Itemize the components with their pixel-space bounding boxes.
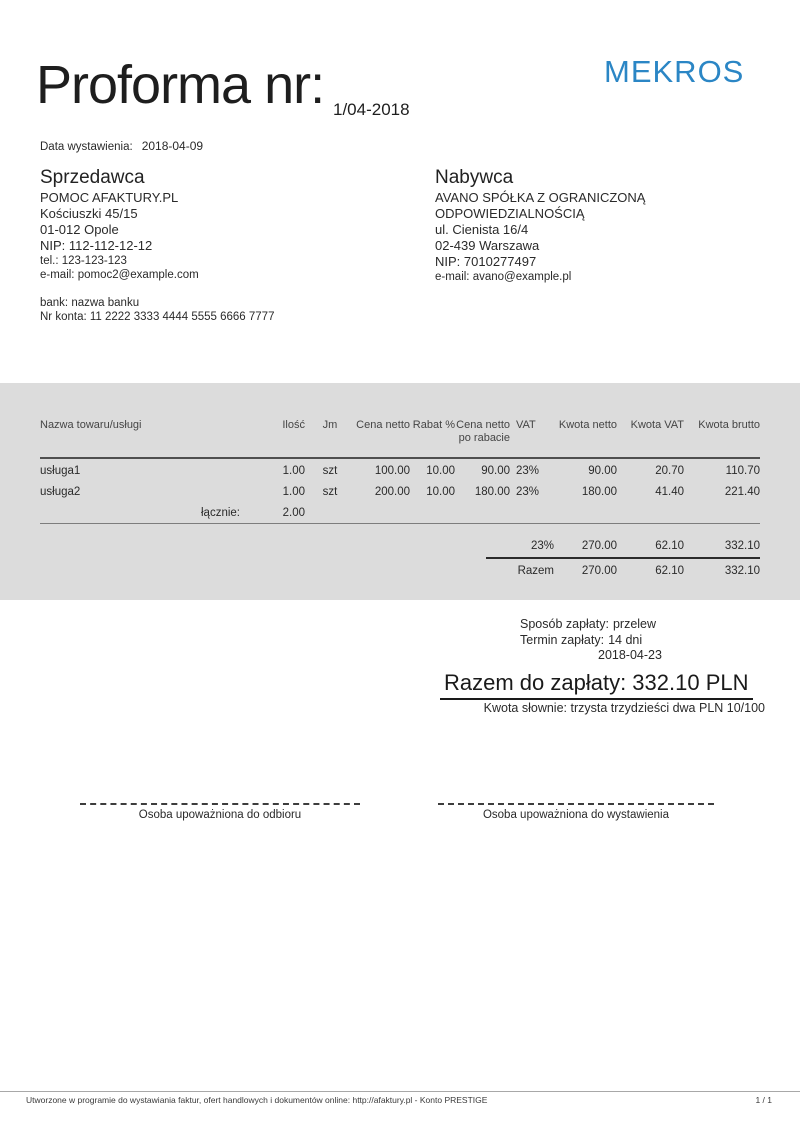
seller-heading: Sprzedawca — [40, 167, 145, 188]
seller-block — [40, 168, 435, 324]
item-unit: szt — [322, 485, 338, 498]
issue-date-value: 2018-04-09 — [141, 139, 204, 153]
parties-section — [40, 168, 760, 324]
seller-phone: tel.: 123-123-123 — [40, 255, 127, 267]
item-price-after: 180.00 — [474, 485, 510, 498]
header-discount: Rabat % — [412, 419, 455, 431]
page-footer — [0, 1091, 800, 1105]
payment-method-label: Sposób zapłaty: — [520, 617, 609, 631]
header-net-price-after-line1: Cena netto — [456, 419, 510, 431]
seller-name: POMOC AFAKTURY.PL — [40, 190, 179, 205]
item-net-price: 100.00 — [374, 464, 410, 477]
item-unit: szt — [322, 464, 338, 477]
company-logo: MEKROS — [604, 54, 745, 89]
seller-account: Nr konta: 11 2222 3333 4444 5555 6666 7777 — [40, 311, 275, 323]
amount-in-words: Kwota słownie: trzysta trzydzieści dwa PLN 10/100 — [483, 701, 765, 715]
buyer-city: 02-439 Warszawa — [435, 238, 540, 253]
header-net-amount: Kwota netto — [558, 419, 617, 431]
issue-date-row — [40, 139, 203, 153]
payment-term-line — [520, 633, 662, 649]
payment-term-label: Termin zapłaty: — [520, 632, 605, 647]
header-net-price-after-discount — [455, 419, 510, 445]
table-row — [40, 481, 760, 502]
signature-label-issuer: Osoba upoważniona do wystawienia — [482, 809, 670, 821]
signature-block-receiver — [80, 803, 360, 821]
vat-summary-table — [486, 538, 760, 578]
item-vat-amount: 41.40 — [655, 485, 684, 498]
item-discount: 10.00 — [426, 485, 455, 498]
payment-term-value: 14 dni — [608, 632, 643, 647]
buyer-street: ul. Cienista 16/4 — [435, 222, 529, 237]
buyer-block — [435, 168, 760, 324]
buyer-heading: Nabywca — [435, 167, 514, 188]
items-table — [40, 383, 760, 578]
summary-vat-rate: 23% — [530, 539, 554, 552]
buyer-name-line1: AVANO SPÓŁKA Z OGRANICZONĄ — [435, 190, 646, 205]
payment-method-value: przelew — [612, 617, 657, 631]
seller-nip: NIP: 112-112-12-12 — [40, 238, 153, 253]
items-table-body — [40, 459, 760, 524]
signature-line — [438, 803, 714, 805]
total-label: łącznie: — [201, 506, 240, 519]
item-net-amount: 180.00 — [581, 485, 617, 498]
item-discount: 10.00 — [426, 464, 455, 477]
header-unit: Jm — [322, 419, 338, 431]
item-net-price: 200.00 — [374, 485, 410, 498]
vat-summary-row — [486, 538, 760, 559]
total-due-amount: Razem do zapłaty: 332.10 PLN — [440, 670, 753, 700]
spacer — [40, 282, 435, 296]
document-number: 1/04-2018 — [333, 100, 410, 119]
header-vat-amount: Kwota VAT — [630, 419, 684, 431]
seller-city: 01-012 Opole — [40, 222, 119, 237]
item-name: usługa2 — [40, 485, 81, 498]
footer-text: Utworzone w programie do wystawiania faktur, ofert handlowych i dokumentów online: http://afaktury.pl - Konto PRESTIGE — [26, 1095, 488, 1105]
signature-label-receiver: Osoba upoważniona do odbioru — [138, 809, 302, 821]
item-net-amount: 90.00 — [588, 464, 617, 477]
summary-net-amount: 270.00 — [581, 564, 617, 577]
summary-vat-amount: 62.10 — [655, 564, 684, 577]
payment-due-date: 2018-04-23 — [598, 648, 662, 662]
buyer-name-line2: ODPOWIEDZIALNOŚCIĄ — [435, 206, 585, 221]
page-number: 1 / 1 — [755, 1095, 772, 1105]
item-name: usługa1 — [40, 464, 81, 477]
header-gross-amount: Kwota brutto — [698, 419, 760, 431]
seller-street: Kościuszki 45/15 — [40, 206, 138, 221]
summary-gross-amount: 332.10 — [724, 539, 760, 552]
item-vat-amount: 20.70 — [655, 464, 684, 477]
header-net-price: Cena netto — [356, 419, 410, 431]
header-name: Nazwa towaru/usługi — [40, 419, 142, 431]
payment-method-line — [520, 617, 662, 633]
item-gross-amount: 221.40 — [724, 485, 760, 498]
summary-total-label: Razem — [517, 564, 554, 577]
item-price-after: 90.00 — [481, 464, 510, 477]
payment-info — [520, 617, 662, 664]
quantity-total-row — [40, 502, 760, 524]
summary-gross-amount: 332.10 — [724, 564, 760, 577]
seller-bank: bank: nazwa banku — [40, 297, 140, 309]
item-qty: 1.00 — [282, 485, 305, 498]
seller-email: e-mail: pomoc2@example.com — [40, 269, 199, 281]
header-net-price-after-line2: po rabacie — [458, 432, 510, 444]
buyer-email: e-mail: avano@example.pl — [435, 271, 572, 283]
item-vat: 23% — [516, 485, 540, 498]
vat-summary-total-row — [486, 559, 760, 578]
header-qty: Ilość — [282, 419, 305, 431]
summary-net-amount: 270.00 — [581, 539, 617, 552]
item-gross-amount: 110.70 — [725, 464, 760, 477]
items-table-header-row — [40, 383, 760, 459]
summary-vat-amount: 62.10 — [655, 539, 684, 552]
items-table-band — [0, 383, 800, 600]
item-qty: 1.00 — [282, 464, 305, 477]
signature-line — [80, 803, 360, 805]
issue-date-label: Data wystawienia: — [40, 141, 133, 153]
signature-block-issuer — [438, 803, 714, 821]
buyer-nip: NIP: 7010277497 — [435, 254, 537, 269]
total-qty: 2.00 — [282, 506, 305, 519]
header-vat: VAT — [516, 419, 536, 431]
item-vat: 23% — [516, 464, 540, 477]
table-row — [40, 460, 760, 481]
document-title: Proforma nr: — [36, 55, 325, 115]
